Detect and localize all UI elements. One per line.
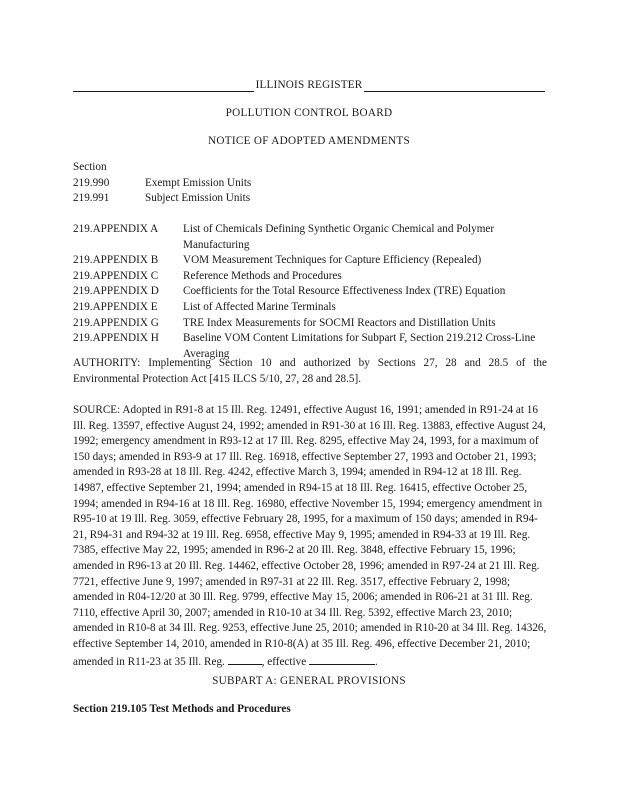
blank-effective-date bbox=[309, 653, 375, 665]
section-row bbox=[73, 176, 553, 192]
appendix-code: 219.APPENDIX A bbox=[73, 223, 159, 235]
appendix-title: Baseline VOM Content Limitations for Subpart F, Section 219.212 Cross-Line Averaging bbox=[183, 332, 536, 360]
authority-paragraph bbox=[73, 356, 547, 387]
section-heading: Section 219.105 Test Methods and Procedures bbox=[73, 703, 291, 715]
section-code: 219.990 bbox=[73, 176, 110, 189]
appendix-row bbox=[73, 269, 553, 285]
notice-title: NOTICE OF ADOPTED AMENDMENTS bbox=[207, 135, 410, 147]
appendix-code: 219.APPENDIX D bbox=[73, 285, 159, 298]
authority-text: AUTHORITY: Implementing Section 10 and authorized by Sections 27, 28 and 28.5 of the Environmental Protection Act [415 ILCS 5/10, 27, 28 and 28.5]. bbox=[73, 357, 547, 385]
section-label: Section bbox=[73, 161, 107, 173]
appendix-code: 219.APPENDIX C bbox=[73, 269, 159, 282]
appendix-title: List of Affected Marine Terminals bbox=[183, 300, 336, 313]
appendix-code: 219.APPENDIX G bbox=[73, 316, 159, 329]
board-name: POLLUTION CONTROL BOARD bbox=[225, 107, 393, 119]
appendix-code: 219.APPENDIX E bbox=[73, 300, 158, 313]
section-code: 219.991 bbox=[73, 192, 110, 205]
subpart-heading: SUBPART A: GENERAL PROVISIONS bbox=[212, 675, 406, 687]
source-paragraph bbox=[73, 403, 547, 670]
appendix-title: Coefficients for the Total Resource Effectiveness Index (TRE) Equation bbox=[183, 285, 506, 298]
appendix-code: 219.APPENDIX B bbox=[73, 254, 159, 267]
blank-reg-number bbox=[228, 653, 262, 665]
appendix-title: TRE Index Measurements for SOCMI Reactors and Distillation Units bbox=[183, 316, 496, 329]
appendix-title: List of Chemicals Defining Synthetic Organic Chemical and Polymer Manufacturing bbox=[183, 223, 495, 251]
source-note: SOURCE: Adopted in R91-8 at 15 Ill. Reg. 12491, effective August 16, 1991; amended in R91-24 at 16 Ill. Reg. 13597, effective August 24, 1992; amended in R91-30 at 16 Ill. Reg. 13883, effective August 24, 1992; emergency amendment in R93-12 at 17 Ill. Reg. 8295, effective May 24, 1993, for a maximum of 150 days; amended in R93-9 at 17 Ill. Reg. 16918, effective September 27, 1993 and October 21, 1993; amended in R93-28 at 18 Ill. Reg. 4242, effective March 3, 1994; amended in R94-12 at 18 Ill. Reg. 14987, effective September 21, 1994; amended in R94-15 at 18 Ill. Reg. 16415, effective October 25, 1994; amended in R94-16 at 18 Ill. Reg. 16980, effective November 15, 1994; emergency amendment in R95-10 at 19 Ill. Reg. 3059, effective February 28, 1995, for a maximum of 150 days; amended in R94-21, R94-31 and R94-32 at 19 Ill. Reg. 6958, effective May 9, 1995; amended in R94-33 at 19 Ill. Reg. 7385, effective May 22, 1995; amended in R96-2 at 20 Ill. Reg. 3848, effective February 15, 1996; amended in R96-13 at 20 Ill. Reg. 14462, effective October 28, 1996; amended in R97-24 at 21 Ill. Reg. 7721, effective June 9, 1997; amended in R97-31 at 22 Ill. Reg. 3517, effective February 2, 1998; amended in R04-12/20 at 30 Ill. Reg. 9799, effective May 15, 2006; amended in R06-21 at 31 Ill. Reg. 7110, effective April 30, 2007; amended in R10-10 at 34 Ill. Reg. 5392, effective March 23, 2010; amended in R10-8 at 34 Ill. Reg. 9253, effective June 25, 2010; amended in R10-20 at 34 Ill. Reg. 14326, effective September 14, 2010, amended in R10-8(A) at 35 Ill. Reg. 496, effective December 21, 2010; amended in R11-23 at 35 Ill. Reg. , effective . bbox=[73, 404, 547, 668]
section-heading-block bbox=[73, 702, 553, 718]
appendix-code: 219.APPENDIX H bbox=[73, 332, 159, 345]
appendix-row bbox=[73, 222, 553, 253]
header-rule-right bbox=[364, 79, 545, 92]
section-title: Subject Emission Units bbox=[145, 192, 251, 205]
appendix-list bbox=[73, 222, 553, 362]
source-effective: effective bbox=[267, 655, 307, 668]
source-text: SOURCE: Adopted in R91-8 at 15 Ill. Reg. 12491, effective August 16, 1991; amended in R91-24 at 16 Ill. Reg. 13597, effective August 24, 1992; amended in R91-30 at 16 Ill. Reg. 13883, effective August 24, 1992; emergency amendment in R93-12 at 17 Ill. Reg. 8295, effective May 24, 1993, for a maximum of 150 days; amended in R93-9 at 17 Ill. Reg. 16918, effective September 27, 1993 and October 21, 1993; amended in R93-28 at 18 Ill. Reg. 4242, effective March 3, 1994; amended in R94-12 at 18 Ill. Reg. 14987, effective September 21, 1994; amended in R94-15 at 18 Ill. Reg. 16415, effective October 25, 1994; amended in R94-16 at 18 Ill. Reg. 16980, effective November 15, 1994; emergency amendment in R95-10 at 19 Ill. Reg. 3059, effective February 28, 1995, for a maximum of 150 days; amended in R94-21, R94-31 and R94-32 at 19 Ill. Reg. 6958, effective May 9, 1995; amended in R94-33 at 19 Ill. Reg. 7385, effective May 22, 1995; amended in R96-2 at 20 Ill. Reg. 3848, effective February 15, 1996; amended in R96-13 at 20 Ill. Reg. 14462, effective October 28, 1996; amended in R97-24 at 21 Ill. Reg. 7721, effective June 9, 1997; amended in R97-31 at 22 Ill. Reg. 3517, effective February 2, 1998; amended in R04-12/20 at 30 Ill. Reg. 9799, effective May 15, 2006; amended in R06-21 at 31 Ill. Reg. 7110, effective April 30, 2007; amended in R10-10 at 34 Ill. Reg. 5392, effective March 23, 2010; amended in R10-8 at 34 Ill. Reg. 9253, effective June 25, 2010; amended in R10-20 at 34 Ill. Reg. 14326, effective September 14, 2010, amended in R10-8(A) at 35 Ill. Reg. 496, effective December 21, 2010; amended in R11-23 at 35 Ill. Reg. bbox=[73, 404, 547, 668]
register-header bbox=[73, 76, 545, 92]
register-title: ILLINOIS REGISTER bbox=[255, 79, 363, 91]
appendix-row bbox=[73, 300, 553, 316]
section-title: Exempt Emission Units bbox=[145, 176, 252, 189]
appendix-title: Reference Methods and Procedures bbox=[183, 269, 342, 282]
appendix-title: VOM Measurement Techniques for Capture Efficiency (Repealed) bbox=[183, 254, 482, 267]
header-rule-left bbox=[73, 79, 254, 92]
appendix-row bbox=[73, 316, 553, 332]
section-list bbox=[73, 160, 553, 207]
appendix-row bbox=[73, 284, 553, 300]
appendix-row bbox=[73, 253, 553, 269]
section-row bbox=[73, 191, 553, 207]
